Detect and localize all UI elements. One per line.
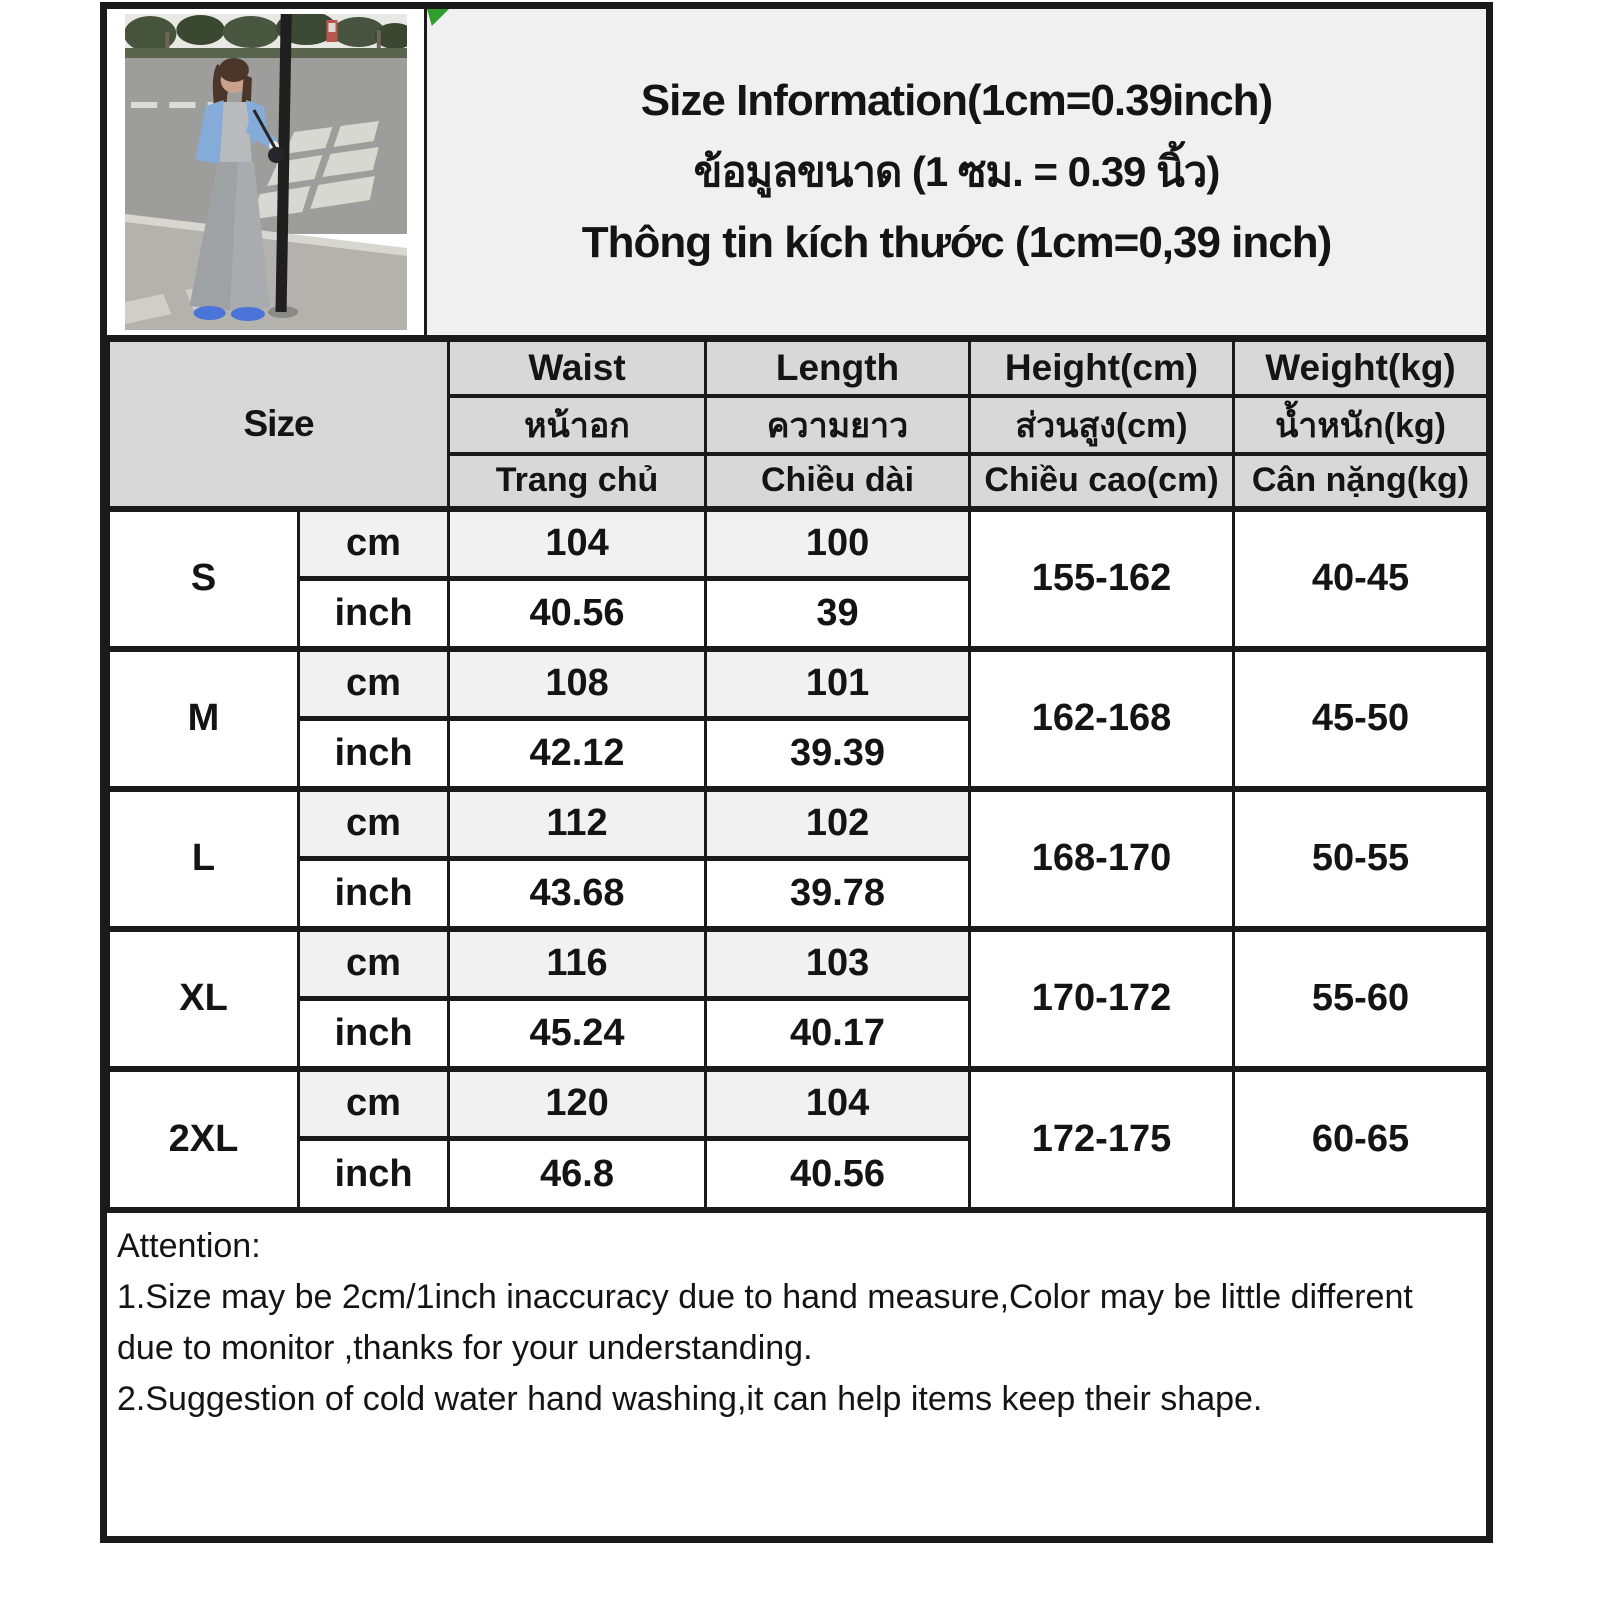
length-inch-m: 39.39 bbox=[706, 719, 970, 789]
waist-inch-2xl: 46.8 bbox=[449, 1139, 706, 1209]
size-label-l: L bbox=[109, 789, 299, 929]
size-header: Size bbox=[109, 341, 449, 509]
waist-cm-2xl: 120 bbox=[449, 1069, 706, 1139]
col-header-height-en: Height(cm) bbox=[970, 341, 1234, 396]
table-row bbox=[109, 649, 1488, 719]
size-chart-sheet bbox=[100, 2, 1493, 1543]
col-header-waist-en: Waist bbox=[449, 341, 706, 396]
unit-label-cm: cm bbox=[299, 509, 449, 579]
unit-label-cm: cm bbox=[299, 789, 449, 859]
unit-label-inch: inch bbox=[299, 859, 449, 929]
unit-label-cm: cm bbox=[299, 929, 449, 999]
attention-note-2: 2.Suggestion of cold water hand washing,it can help items keep their shape. bbox=[117, 1380, 1263, 1418]
length-cm-m: 101 bbox=[706, 649, 970, 719]
length-inch-xl: 40.17 bbox=[706, 999, 970, 1069]
waist-cm-s: 104 bbox=[449, 509, 706, 579]
waist-cm-m: 108 bbox=[449, 649, 706, 719]
size-label-s: S bbox=[109, 509, 299, 649]
col-header-waist-vi: Trang chủ bbox=[449, 454, 706, 509]
size-label-xl: XL bbox=[109, 929, 299, 1069]
weight-range-xl: 55-60 bbox=[1234, 929, 1488, 1069]
product-photo-illustration bbox=[125, 14, 407, 330]
weight-range-m: 45-50 bbox=[1234, 649, 1488, 789]
height-range-xl: 170-172 bbox=[970, 929, 1234, 1069]
attention-notes bbox=[107, 1210, 1486, 1536]
height-range-m: 162-168 bbox=[970, 649, 1234, 789]
unit-label-inch: inch bbox=[299, 999, 449, 1069]
title-vi: Thông tin kích thước (1cm=0,39 inch) bbox=[581, 218, 1332, 267]
unit-label-cm: cm bbox=[299, 649, 449, 719]
col-header-height-th: ส่วนสูง(cm) bbox=[970, 396, 1234, 454]
table-row bbox=[109, 509, 1488, 579]
size-table bbox=[107, 339, 1489, 1210]
length-inch-l: 39.78 bbox=[706, 859, 970, 929]
waist-inch-xl: 45.24 bbox=[449, 999, 706, 1069]
unit-label-inch: inch bbox=[299, 719, 449, 789]
col-header-length-vi: Chiều dài bbox=[706, 454, 970, 509]
unit-label-inch: inch bbox=[299, 579, 449, 649]
waist-inch-s: 40.56 bbox=[449, 579, 706, 649]
waist-cm-l: 112 bbox=[449, 789, 706, 859]
weight-range-l: 50-55 bbox=[1234, 789, 1488, 929]
col-header-height-vi: Chiều cao(cm) bbox=[970, 454, 1234, 509]
col-header-length-th: ความยาว bbox=[706, 396, 970, 454]
length-cm-xl: 103 bbox=[706, 929, 970, 999]
height-range-l: 168-170 bbox=[970, 789, 1234, 929]
length-cm-s: 100 bbox=[706, 509, 970, 579]
attention-note-1: 1.Size may be 2cm/1inch inaccuracy due to hand measure,Color may be little different due to monitor ,thanks for your understanding. bbox=[117, 1278, 1413, 1367]
table-row bbox=[109, 789, 1488, 859]
waist-cm-xl: 116 bbox=[449, 929, 706, 999]
title-block bbox=[427, 9, 1486, 335]
size-label-m: M bbox=[109, 649, 299, 789]
corner-marker-icon bbox=[427, 9, 449, 26]
weight-range-s: 40-45 bbox=[1234, 509, 1488, 649]
height-range-2xl: 172-175 bbox=[970, 1069, 1234, 1209]
length-inch-s: 39 bbox=[706, 579, 970, 649]
col-header-weight-vi: Cân nặng(kg) bbox=[1234, 454, 1488, 509]
col-header-waist-th: หน้าอก bbox=[449, 396, 706, 454]
unit-label-cm: cm bbox=[299, 1069, 449, 1139]
length-cm-2xl: 104 bbox=[706, 1069, 970, 1139]
col-header-length-en: Length bbox=[706, 341, 970, 396]
header-row-en bbox=[109, 341, 1488, 396]
table-row bbox=[109, 929, 1488, 999]
size-label-2xl: 2XL bbox=[109, 1069, 299, 1209]
col-header-weight-en: Weight(kg) bbox=[1234, 341, 1488, 396]
title-th: ข้อมูลขนาด (1 ซม. = 0.39 นิ้ว) bbox=[693, 148, 1220, 195]
height-range-s: 155-162 bbox=[970, 509, 1234, 649]
length-inch-2xl: 40.56 bbox=[706, 1139, 970, 1209]
table-row bbox=[109, 1069, 1488, 1139]
waist-inch-m: 42.12 bbox=[449, 719, 706, 789]
waist-inch-l: 43.68 bbox=[449, 859, 706, 929]
product-photo bbox=[107, 9, 427, 335]
top-banner bbox=[107, 9, 1486, 339]
attention-heading: Attention: bbox=[117, 1227, 261, 1265]
weight-range-2xl: 60-65 bbox=[1234, 1069, 1488, 1209]
unit-label-inch: inch bbox=[299, 1139, 449, 1209]
col-header-weight-th: น้ำหนัก(kg) bbox=[1234, 396, 1488, 454]
length-cm-l: 102 bbox=[706, 789, 970, 859]
title-en: Size Information(1cm=0.39inch) bbox=[640, 76, 1273, 125]
